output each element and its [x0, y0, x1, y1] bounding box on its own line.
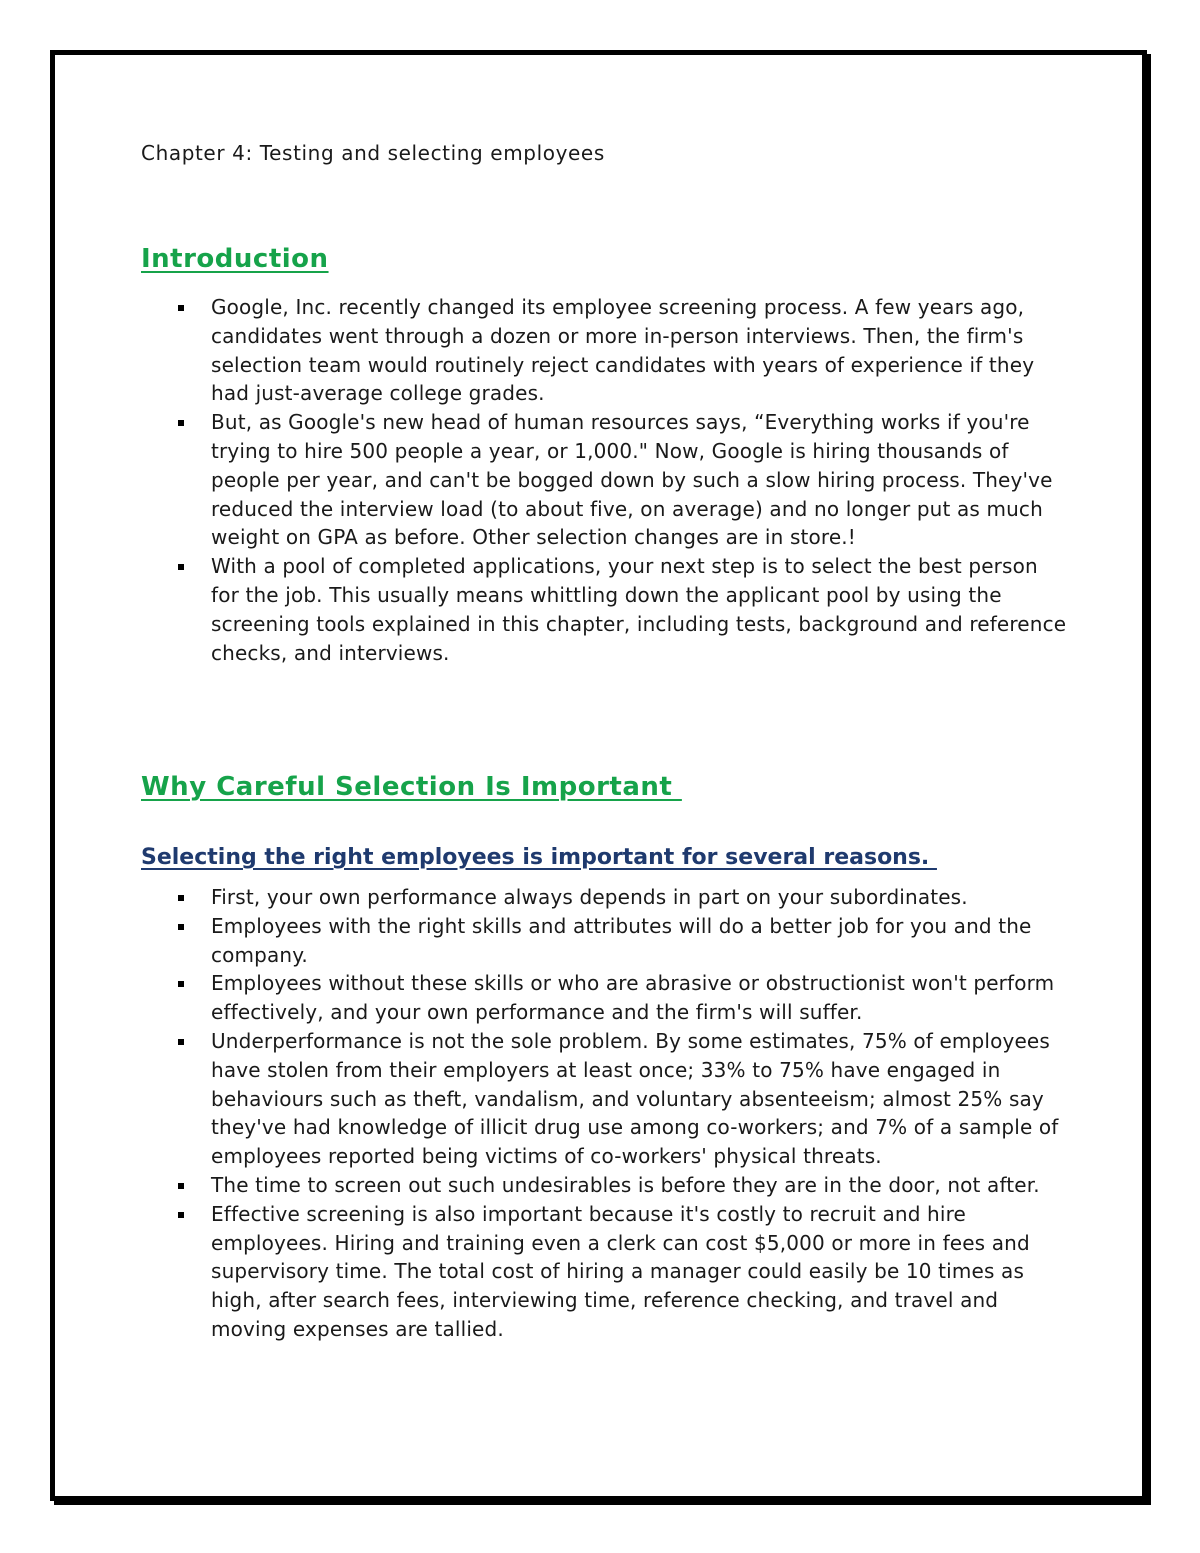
list-item-text: With a pool of completed applications, your next step is to select the best person for the job. This usually means whittling down the applicant pool by using the screening tools explained in this chapter, including tests, background and reference checks, and interviews.: [211, 554, 1067, 665]
list-item: [141, 1027, 1071, 1171]
list-item: [141, 969, 1071, 1027]
bullet-icon: [178, 1183, 184, 1189]
why-careful-subheading: Selecting the right employees is important for several reasons.: [141, 845, 937, 870]
list-item-text: Employees with the right skills and attributes will do a better job for you and the company.: [211, 913, 1032, 967]
bullet-icon: [178, 1212, 184, 1218]
list-item: [141, 552, 1071, 667]
list-item: [141, 1171, 1071, 1200]
bullet-icon: [178, 895, 184, 901]
bullet-icon: [178, 305, 184, 311]
list-item: [141, 408, 1071, 552]
why-careful-list: [141, 883, 1071, 1344]
bullet-icon: [178, 564, 184, 570]
list-item-text: Employees without these skills or who are abrasive or obstructionist won't perform effectively, and your own performance and the firm's will suffer.: [211, 971, 1055, 1025]
bullet-icon: [178, 420, 184, 426]
introduction-list: [141, 293, 1071, 667]
why-careful-heading: Why Careful Selection Is Important: [141, 772, 682, 802]
list-item-text: Effective screening is also important because it's costly to recruit and hire employees. Hiring and training even a clerk can cost $5,000 or more in fees and supervisory time. The total cost of hiring a manager could easily be 10 times as high, after search fees, interviewing time, reference checking, and travel and moving expenses are tallied.: [211, 1201, 1030, 1341]
bullet-icon: [178, 924, 184, 930]
list-item-text: Google, Inc. recently changed its employee screening process. A few years ago, candidates went through a dozen or more in-person interviews. Then, the firm's selection team would routinely reject candidates with years of experience if they had just-average college grades.: [211, 295, 1035, 406]
bullet-icon: [178, 1039, 184, 1045]
list-item-text: The time to screen out such undesirables is before they are in the door, not after.: [211, 1172, 1040, 1197]
list-item-text: Underperformance is not the sole problem. By some estimates, 75% of employees have stolen from their employers at least once; 33% to 75% have engaged in behaviours such as theft, vandalism, and voluntary absenteeism; almost 25% say they've had knowledge of illicit drug use among co-workers; and 7% of a sample of employees reported being victims of co-workers' physical threats.: [211, 1028, 1059, 1169]
list-item: [141, 1200, 1071, 1344]
bullet-icon: [178, 981, 184, 987]
list-item: [141, 883, 1071, 912]
document-title: Chapter 4: Testing and selecting employees: [141, 141, 605, 165]
list-item: [141, 912, 1071, 970]
list-item: [141, 293, 1071, 408]
introduction-heading: Introduction: [141, 244, 329, 274]
list-item-text: First, your own performance always depends in part on your subordinates.: [211, 885, 968, 909]
list-item-text: But, as Google's new head of human resources says, “Everything works if you're trying to hire 500 people a year, or 1,000." Now, Google is hiring thousands of people per year, and can't be bogged down by such a slow hiring process. They've reduced the interview load (to about five, on average) and no longer put as much weight on GPA as before. Other selection changes are in store.!: [211, 410, 1053, 550]
